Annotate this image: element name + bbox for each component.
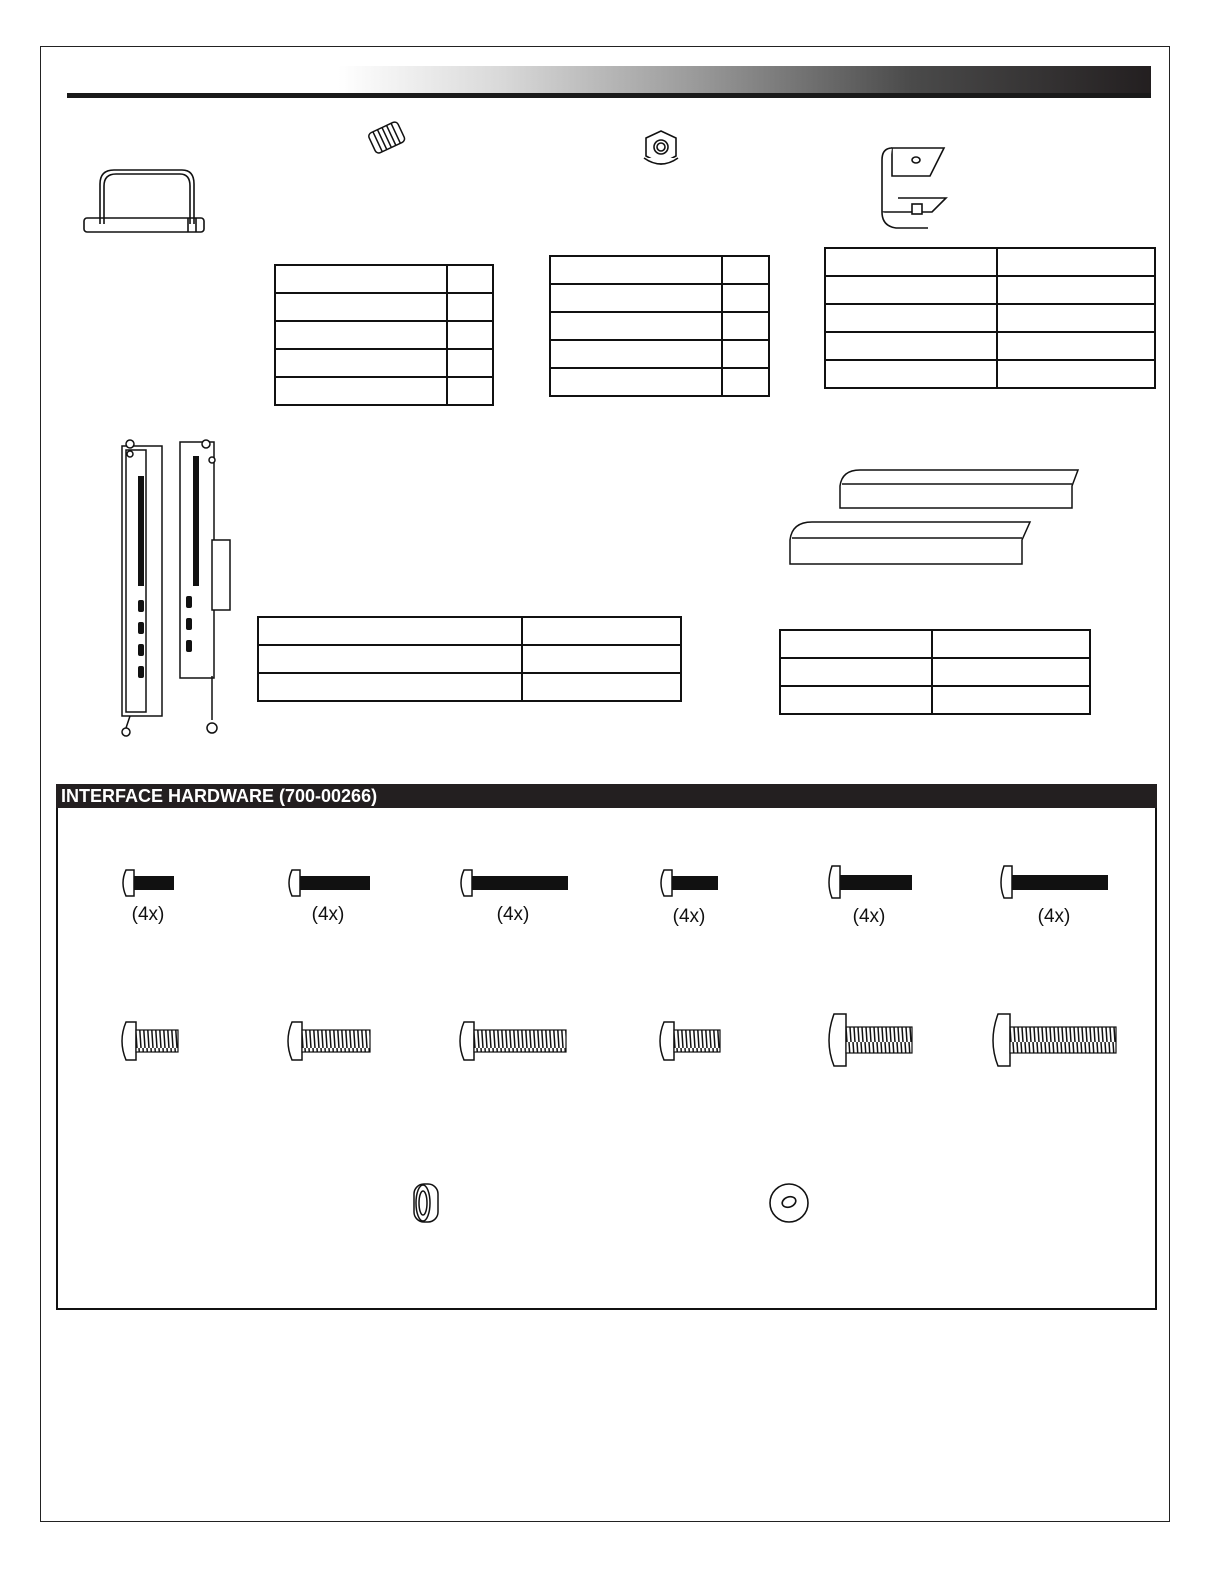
machine-screw-icon [826,864,918,902]
machine-screw-icon [458,866,572,900]
vertical-rail-icon [108,436,248,746]
machine-screw-icon [824,1012,918,1070]
quantity-label: (4x) [131,904,165,925]
section-title: INTERFACE HARDWARE (700-00266) [56,784,1157,808]
machine-screw-icon [456,1018,572,1064]
machine-screw-icon [286,866,376,900]
quantity-label: (4x) [672,906,706,927]
u-bracket-icon [868,136,958,242]
parts-table [549,255,770,397]
machine-screw-icon [284,1018,376,1064]
machine-screw-icon [658,866,724,900]
parts-table [257,616,682,702]
hex-nut-icon [636,128,686,170]
quantity-label: (4x) [311,904,345,925]
machine-screw-icon [118,1018,184,1064]
quantity-label: (4x) [852,906,886,927]
spacer-icon [406,1178,446,1228]
washer-icon [764,1178,814,1228]
end-cap-icon [786,464,1086,570]
threaded-insert-icon [363,116,413,160]
quantity-label: (4x) [1037,906,1071,927]
machine-screw-icon [988,1012,1122,1070]
quantity-label: (4x) [496,904,530,925]
machine-screw-icon [120,866,180,900]
machine-screw-icon [998,864,1114,902]
machine-screw-icon [656,1018,726,1064]
lynch-pin-icon [80,166,210,246]
parts-table [779,629,1091,715]
header-bar-underline [67,93,1151,98]
parts-table [824,247,1156,389]
parts-table [274,264,494,406]
